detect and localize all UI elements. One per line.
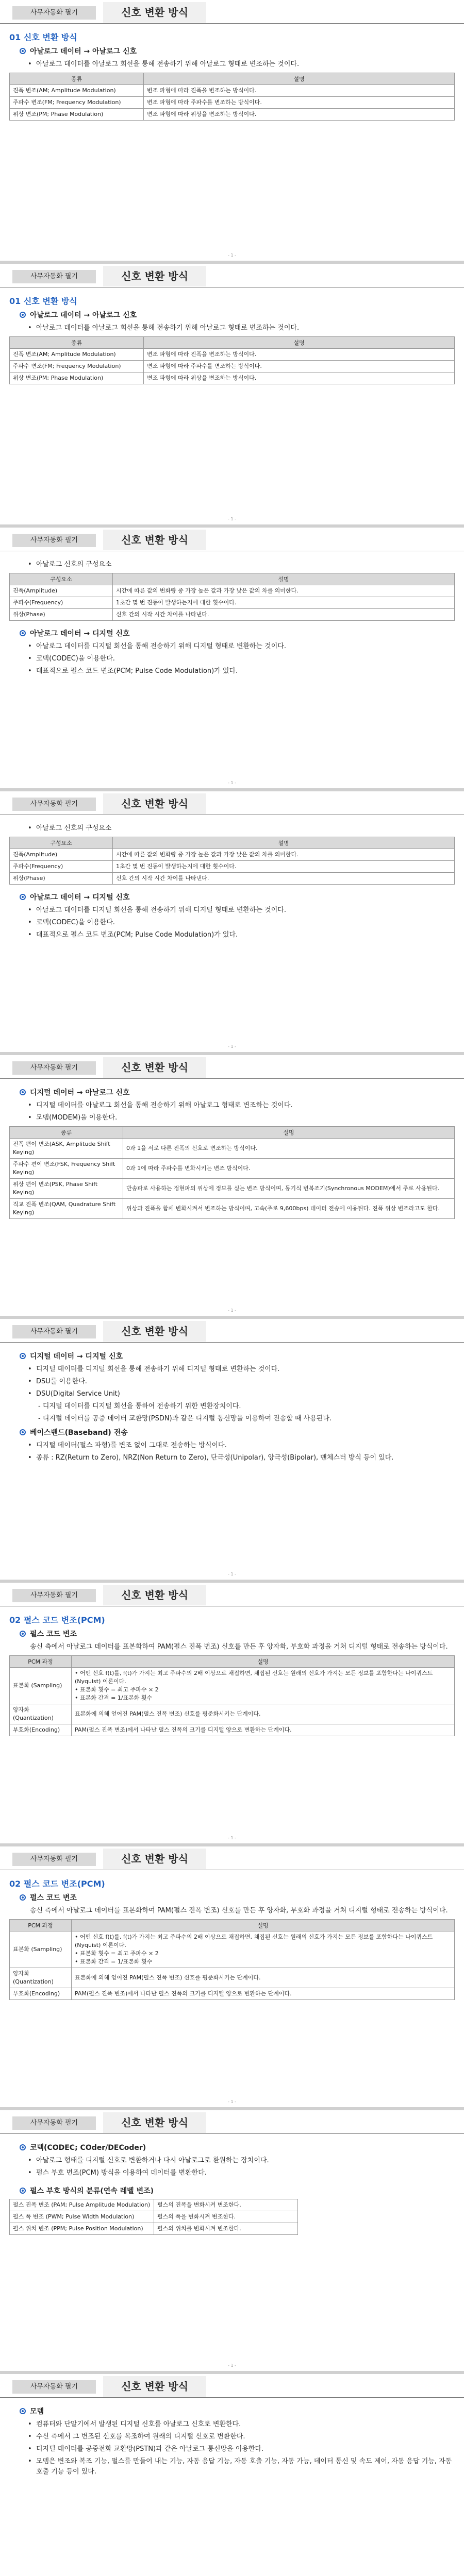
table-cell: 변조 파형에 따라 위상을 변조하는 방식이다.	[144, 372, 455, 384]
bullet-icon: •	[28, 1378, 32, 1385]
table-cell: 표본화에 의해 얻어진 PAM(펄스 진폭 변조) 신호를 평준화시키는 단계이다.	[72, 1968, 455, 1988]
target-icon	[20, 312, 26, 318]
bullet-text: 코덱(CODEC)을 이용한다.	[36, 655, 115, 663]
table-row	[10, 1988, 455, 2000]
bullet	[28, 2456, 455, 2477]
slide-7	[0, 1583, 464, 1846]
pulse-modulation-table	[9, 2199, 298, 2235]
table-row	[10, 1724, 455, 1736]
table-cell: 변조 파형에 따라 주파수를 변조하는 방식이다.	[144, 361, 455, 372]
bullet	[28, 930, 455, 940]
table-row	[10, 849, 455, 861]
table-cell: 1초간 몇 번 진동이 발생하는지에 대한 횟수이다.	[113, 597, 455, 609]
sub-bullet: - 디지털 데이터를 공중 데이터 교환망(PSDN)과 같은 디지털 통신망을 이용하여 전송할 때 사용된다.	[38, 1415, 332, 1422]
slide-header	[0, 264, 464, 287]
table-cell: 위상 편이 변조(PSK, Phase Shift Keying)	[10, 1179, 123, 1199]
header-label: 사무자동화 필기	[12, 1325, 96, 1338]
cell-line: • 표본화 간격 = 1/표본화 횟수	[75, 1694, 153, 1701]
table-row	[10, 372, 455, 384]
bullet-text: 디지털 데이터를 아날로그 회선을 통해 전송하기 위해 아날로그 형태로 변조하는 것이다.	[36, 1101, 293, 1109]
table-cell: 주파수 편이 변조(FSK, Frequency Shift Keying)	[10, 1159, 123, 1179]
table-cell: 펄스 위치 변조 (PPM; Pulse Position Modulation)	[10, 2223, 154, 2235]
bullet-icon: •	[28, 642, 32, 650]
slide-body	[0, 817, 464, 942]
table-cell: 부호화(Encoding)	[10, 1988, 72, 2000]
bullet-icon: •	[28, 1390, 32, 1398]
header-label: 사무자동화 필기	[12, 6, 96, 20]
header-title: 신호 변환 방식	[103, 530, 206, 550]
components-table	[9, 837, 455, 885]
table-cell: 위상 변조(PM; Phase Modulation)	[10, 372, 144, 384]
slide-body	[0, 2400, 464, 2479]
slide-5	[0, 1055, 464, 1319]
bullet	[28, 1113, 455, 1123]
page-number: - 1 -	[228, 781, 236, 785]
sub-heading	[20, 2185, 455, 2196]
bullet	[28, 323, 455, 333]
bullet	[28, 2156, 455, 2166]
target-icon	[20, 1631, 26, 1637]
table-cell: 시간에 따른 값의 변화량 중 가장 높은 값과 가장 낮은 값의 차를 의미한다.	[113, 849, 455, 861]
slide-body	[0, 1872, 464, 2003]
target-icon	[20, 1429, 26, 1435]
section-title: 01 신호 변환 방식	[9, 32, 77, 42]
header-label: 사무자동화 필기	[12, 2380, 96, 2394]
table-row	[10, 1968, 455, 1988]
table-cell: 펄스의 위치를 변화시켜 변조한다.	[154, 2223, 298, 2235]
sub-heading	[20, 310, 455, 320]
table-row	[10, 109, 455, 121]
table-cell: 주파수 변조(FM; Frequency Modulation)	[10, 361, 144, 372]
table-cell: 주파수(Frequency)	[10, 861, 113, 873]
slide-body	[0, 1608, 464, 1739]
table-row	[10, 2211, 298, 2223]
table-row	[10, 1159, 455, 1179]
table-row	[10, 1704, 455, 1724]
table-cell: PAM(펄스 진폭 변조)에서 나타난 펄스 진폭의 크기를 디지털 양으로 변환하는 단계이다.	[72, 1988, 455, 2000]
sub-heading-text: 코덱(CODEC; COder/DECoder)	[30, 2144, 146, 2152]
table-cell: 1초간 몇 번 진동이 발생하는지에 대한 횟수이다.	[113, 861, 455, 873]
bullet-icon: •	[28, 655, 32, 663]
bullet	[28, 1364, 455, 1375]
page-number: - 1 -	[228, 517, 236, 521]
bullet-icon: •	[28, 919, 32, 926]
modulation-table	[9, 336, 455, 384]
sub-heading	[20, 1892, 455, 1903]
bullet-text: 아날로그 형태를 디지털 신호로 변환하거나 다시 아날로그로 환원하는 장치이다.	[36, 2157, 269, 2164]
bullet-icon: •	[28, 931, 32, 939]
table-header: 설명	[72, 1920, 455, 1931]
bullet	[28, 2168, 455, 2178]
table-cell: 양자화 (Quantization)	[10, 1704, 72, 1724]
bullet-text: 수신 측에서 그 변조된 신호를 복조하여 원래의 디지털 신호로 변환한다.	[36, 2433, 245, 2441]
cell-line: • 어떤 신호 f(t)를, f(t)가 가지는 최고 주파수의 2배 이상으로 채집하면, 채집된 신호는 원래의 신호가 가지는 모든 정보를 포함한다는 나이퀴스트(Nyquist) 이론이다.	[75, 1934, 433, 1948]
slide-2	[0, 264, 464, 528]
table-cell	[72, 1668, 455, 1704]
table-cell: 주파수 변조(FM; Frequency Modulation)	[10, 97, 144, 109]
slide-header	[0, 791, 464, 815]
table-row	[10, 1139, 455, 1159]
sub-heading-text: 베이스밴드(Baseband) 전송	[30, 1429, 128, 1437]
header-label: 사무자동화 필기	[12, 1061, 96, 1075]
target-icon	[20, 2408, 26, 2414]
sub-heading	[20, 2142, 455, 2153]
slide-header	[0, 1055, 464, 1079]
table-header: 설명	[113, 837, 455, 849]
bullet-text: DSU를 이용한다.	[36, 1378, 87, 1385]
table-cell: 표본화 (Sampling)	[10, 1668, 72, 1704]
bullet-icon: •	[28, 1114, 32, 1122]
header-label: 사무자동화 필기	[12, 798, 96, 811]
header-title: 신호 변환 방식	[103, 266, 206, 286]
bullet-text: 코덱(CODEC)을 이용한다.	[36, 919, 115, 926]
slide-header	[0, 1319, 464, 1343]
header-title: 신호 변환 방식	[103, 793, 206, 814]
pcm-table	[9, 1655, 455, 1736]
table-cell: 진폭 변조(AM; Amplitude Modulation)	[10, 349, 144, 361]
table-row	[10, 585, 455, 597]
table-row	[10, 873, 455, 885]
bullet-icon: •	[28, 2445, 32, 2453]
table-header: 구성요소	[10, 573, 113, 585]
sub-heading-text: 디지털 데이터 → 디지털 신호	[30, 1352, 123, 1361]
bullet-text: 모뎀은 변조와 복조 기능, 펄스를 만들어 내는 기능, 자동 응답 기능, 자동 호출 기능, 자동 가능, 데이터 통신 및 속도 제어, 자동 응답 기능, 자동 호출 기능 등이 있다.	[36, 2458, 452, 2476]
slide-8	[0, 1846, 464, 2110]
slide-body	[0, 26, 464, 124]
pcm-table	[9, 1919, 455, 2000]
bullet	[28, 1377, 455, 1387]
sub-heading	[20, 628, 455, 638]
table-cell: 펄스의 폭을 변화시켜 변조한다.	[154, 2211, 298, 2223]
bullet-text: 대표적으로 펄스 코드 변조(PCM; Pulse Code Modulation)가 있다.	[36, 667, 238, 675]
header-title: 신호 변환 방식	[103, 1585, 206, 1605]
sub-heading-text: 디지털 데이터 → 아날로그 신호	[30, 1089, 130, 1097]
table-header: PCM 과정	[10, 1920, 72, 1931]
table-row	[10, 85, 455, 97]
section-title: 01 신호 변환 방식	[9, 296, 77, 306]
slide-body	[0, 553, 464, 679]
bullet	[28, 654, 455, 664]
bullet	[28, 905, 455, 916]
table-cell	[72, 1931, 455, 1968]
page-number: - 1 -	[228, 1836, 236, 1840]
bullet	[28, 641, 455, 652]
cell-line: • 표본화 횟수 = 최고 주파수 × 2	[75, 1950, 159, 1957]
target-icon	[20, 2188, 26, 2194]
table-cell: 펄스 진폭 변조 (PAM; Pulse Amplitude Modulation)	[10, 2199, 154, 2211]
target-icon	[20, 1353, 26, 1359]
bullet-icon: •	[28, 2157, 32, 2164]
slide-body	[0, 2136, 464, 2238]
page-number: - 1 -	[228, 1308, 236, 1313]
sub-bullet: - 디지털 데이터를 디지털 회선을 통하여 전송하기 위한 변환장치이다.	[38, 1402, 241, 1410]
sub-heading-text: 펄스 부호 방식의 분류(연속 레벨 변조)	[30, 2187, 154, 2195]
bullet-text: 아날로그 신호의 구성요소	[36, 824, 112, 832]
table-row	[10, 1931, 455, 1968]
table-cell: PAM(펄스 진폭 변조)에서 나타난 펄스 진폭의 크기를 디지털 양으로 변환하는 단계이다.	[72, 1724, 455, 1736]
bullet-icon: •	[28, 2420, 32, 2428]
bullet	[28, 1389, 455, 1399]
table-cell: 위상(Phase)	[10, 609, 113, 621]
bullet	[28, 1100, 455, 1111]
bullet-icon: •	[28, 1101, 32, 1109]
page-number: - 1 -	[228, 1044, 236, 1049]
bullet-icon: •	[28, 561, 32, 568]
slide-9	[0, 2110, 464, 2374]
header-title: 신호 변환 방식	[103, 2376, 206, 2397]
modulation-table	[9, 73, 455, 121]
sub-heading-text: 아날로그 데이터 → 디지털 신호	[30, 893, 130, 902]
table-cell: 변조 파형에 따라 진폭을 변조하는 방식이다.	[144, 85, 455, 97]
page-number: - 1 -	[228, 253, 236, 258]
bullet	[28, 918, 455, 928]
table-cell: 표본화 (Sampling)	[10, 1931, 72, 1968]
bullet-icon: •	[28, 667, 32, 675]
table-cell: 펄스의 진폭을 변화시켜 변조한다.	[154, 2199, 298, 2211]
table-row	[10, 361, 455, 372]
header-title: 신호 변환 방식	[103, 1321, 206, 1342]
slide-header	[0, 2110, 464, 2134]
target-icon	[20, 1089, 26, 1095]
bullet-icon: •	[28, 1454, 32, 1462]
page-number: - 1 -	[228, 2099, 236, 2104]
bullet-text: 디지털 데이터를 디지털 회선을 통해 전송하기 위해 디지털 형태로 변환하는 것이다.	[36, 1365, 280, 1373]
bullet	[28, 1440, 455, 1451]
bullet	[28, 823, 455, 834]
bullet-icon: •	[28, 906, 32, 914]
section-title: 02 펄스 코드 변조(PCM)	[9, 1879, 105, 1889]
table-row	[10, 2223, 298, 2235]
slide-3	[0, 528, 464, 791]
table-header: 설명	[144, 337, 455, 349]
target-icon	[20, 894, 26, 900]
bullet-text: 모뎀(MODEM)을 이용한다.	[36, 1114, 118, 1122]
bullet-text: 아날로그 데이터를 디지털 회선을 통해 전송하기 위해 디지털 형태로 변환하는 것이다.	[36, 906, 286, 914]
table-cell: 양자화 (Quantization)	[10, 1968, 72, 1988]
table-header: 구성요소	[10, 837, 113, 849]
bullet	[28, 59, 455, 70]
table-cell: 0과 1을 서로 다른 진폭의 신호로 변조하는 방식이다.	[123, 1139, 455, 1159]
bullet-text: 아날로그 데이터를 디지털 회선을 통해 전송하기 위해 디지털 형태로 변환하는 것이다.	[36, 642, 286, 650]
bullet-text: 디지털 데이터(펄스 파형)를 변조 없이 그대로 전송하는 방식이다.	[36, 1442, 227, 1449]
header-title: 신호 변환 방식	[103, 2, 206, 23]
header-title: 신호 변환 방식	[103, 2112, 206, 2133]
table-row	[10, 97, 455, 109]
header-label: 사무자동화 필기	[12, 270, 96, 283]
bullet-icon: •	[28, 2458, 32, 2465]
table-row	[10, 349, 455, 361]
sub-heading-text: 아날로그 데이터 → 아날로그 신호	[30, 311, 137, 319]
slide-6	[0, 1319, 464, 1583]
table-cell: 표본화에 의해 얻어진 PAM(펄스 진폭 변조) 신호를 평준화시키는 단계이다.	[72, 1704, 455, 1724]
table-cell: 반송파로 사용하는 정현파의 위상에 정보를 싣는 변조 방식이며, 동기식 변복조기(Synchronous MODEM)에서 주로 사용된다.	[123, 1179, 455, 1199]
bullet	[28, 666, 455, 676]
slide-header	[0, 1583, 464, 1606]
table-cell: 변조 파형에 따라 주파수를 변조하는 방식이다.	[144, 97, 455, 109]
table-row	[10, 609, 455, 621]
table-header: 설명	[113, 573, 455, 585]
slide-10	[0, 2374, 464, 2576]
table-header: 종류	[10, 1127, 123, 1139]
slide-header	[0, 2374, 464, 2398]
table-cell: 펄스 폭 변조 (PWM; Pulse Width Modulation)	[10, 2211, 154, 2223]
table-cell: 위상 변조(PM; Phase Modulation)	[10, 109, 144, 121]
section-title: 02 펄스 코드 변조(PCM)	[9, 1615, 105, 1625]
sub-heading-text: 모뎀	[30, 2408, 44, 2416]
bullet-icon: •	[28, 1442, 32, 1449]
slide-header	[0, 0, 464, 24]
cell-line: • 어떤 신호 f(t)를, f(t)가 가지는 최고 주파수의 2배 이상으로 채집하면, 채집된 신호는 원래의 신호가 가지는 모든 정보를 포함한다는 나이퀴스트(Nyquist) 이론이다.	[75, 1670, 433, 1685]
bullet-text: 종류 : RZ(Return to Zero), NRZ(Non Return to Zero), 단극성(Unipolar), 양극성(Bipolar), 맨체스터 방식 등이 있다.	[36, 1454, 394, 1462]
bullet	[28, 2444, 455, 2454]
table-cell: 신호 간의 시작 시간 차이를 나타낸다.	[113, 609, 455, 621]
page-number: - 1 -	[228, 1572, 236, 1577]
cell-line: • 표본화 횟수 = 최고 주파수 × 2	[75, 1686, 159, 1693]
sub-heading-text: 펄스 코드 변조	[30, 1630, 77, 1638]
bullet	[28, 2419, 455, 2430]
sub-heading	[20, 46, 455, 56]
slide-body	[0, 290, 464, 387]
table-cell: 진폭(Amplitude)	[10, 585, 113, 597]
table-cell: 직교 진폭 변조(QAM, Quadrature Shift Keying)	[10, 1199, 123, 1219]
paragraph: 송신 측에서 아날로그 데이터를 표본화하여 PAM(펄스 진폭 변조) 신호를 만든 후 양자화, 부호화 과정을 거쳐 디지털 형태로 전송하는 방식이다.	[30, 1643, 448, 1651]
sub-heading	[20, 1629, 455, 1639]
table-cell: 진폭(Amplitude)	[10, 849, 113, 861]
bullet-icon: •	[28, 2433, 32, 2441]
header-title: 신호 변환 방식	[103, 1849, 206, 1869]
cell-line: • 표본화 간격 = 1/표본화 횟수	[75, 1958, 153, 1965]
bullet	[28, 2432, 455, 2442]
keying-table	[9, 1126, 455, 1219]
table-header: 설명	[144, 73, 455, 85]
table-row	[10, 1199, 455, 1219]
bullet-text: 디지털 데이터를 공중전화 교환망(PSTN)과 같은 아날로그 통신망을 이용한다.	[36, 2445, 264, 2453]
sub-heading-text: 아날로그 데이터 → 디지털 신호	[30, 630, 130, 638]
table-cell: 시간에 따른 값의 변화량 중 가장 높은 값과 가장 낮은 값의 차를 의미한다.	[113, 585, 455, 597]
bullet	[28, 560, 455, 570]
table-cell: 신호 간의 시작 시간 차이를 나타낸다.	[113, 873, 455, 885]
header-label: 사무자동화 필기	[12, 534, 96, 547]
table-header: 종류	[10, 73, 144, 85]
sub-heading	[20, 2406, 455, 2416]
slide-1	[0, 0, 464, 264]
table-cell: 변조 파형에 따라 진폭을 변조하는 방식이다.	[144, 349, 455, 361]
target-icon	[20, 2144, 26, 2150]
table-row	[10, 1179, 455, 1199]
header-label: 사무자동화 필기	[12, 1589, 96, 1602]
bullet-icon: •	[28, 324, 32, 332]
table-header: PCM 과정	[10, 1656, 72, 1668]
bullet-text: 아날로그 데이터를 아날로그 회선을 통해 전송하기 위해 아날로그 형태로 변조하는 것이다.	[36, 324, 300, 332]
bullet-text: 펄스 부호 변조(PCM) 방식을 이용하여 데이터를 변환한다.	[36, 2169, 207, 2177]
paragraph: 송신 측에서 아날로그 데이터를 표본화하여 PAM(펄스 진폭 변조) 신호를 만든 후 양자화, 부호화 과정을 거쳐 디지털 형태로 전송하는 방식이다.	[30, 1907, 448, 1914]
sub-heading	[20, 1351, 455, 1361]
target-icon	[20, 48, 26, 54]
table-cell: 부호화(Encoding)	[10, 1724, 72, 1736]
table-cell: 주파수(Frequency)	[10, 597, 113, 609]
table-row	[10, 861, 455, 873]
table-header: 종류	[10, 337, 144, 349]
target-icon	[20, 1894, 26, 1901]
sub-heading-text: 펄스 코드 변조	[30, 1894, 77, 1902]
table-cell: 위상과 진폭을 함께 변화시켜서 변조하는 방식이며, 고속(주로 9,600bps) 데이터 전송에 이용된다. 진폭 위상 변조라고도 한다.	[123, 1199, 455, 1219]
table-cell: 진폭 변조(AM; Amplitude Modulation)	[10, 85, 144, 97]
bullet-text: 아날로그 데이터를 아날로그 회선을 통해 전송하기 위해 아날로그 형태로 변조하는 것이다.	[36, 60, 300, 68]
bullet	[28, 1453, 455, 1463]
bullet-text: DSU(Digital Service Unit)	[36, 1390, 120, 1398]
slide-4	[0, 791, 464, 1055]
bullet-icon: •	[28, 1365, 32, 1373]
table-row	[10, 597, 455, 609]
table-row	[10, 2199, 298, 2211]
slide-header	[0, 1846, 464, 1870]
sub-heading	[20, 1427, 455, 1437]
slide-body	[0, 1345, 464, 1465]
slide-body	[0, 1081, 464, 1222]
table-cell: 위상(Phase)	[10, 873, 113, 885]
bullet-icon: •	[28, 2169, 32, 2177]
table-cell: 0과 1에 따라 주파수를 변화시키는 변조 방식이다.	[123, 1159, 455, 1179]
table-header: 설명	[72, 1656, 455, 1668]
header-label: 사무자동화 필기	[12, 1853, 96, 1866]
table-header: 설명	[123, 1127, 455, 1139]
target-icon	[20, 630, 26, 636]
bullet-text: 컴퓨터와 단말기에서 발생된 디지털 신호를 아날로그 신호로 변환한다.	[36, 2420, 241, 2428]
sub-heading	[20, 892, 455, 902]
table-row	[10, 1668, 455, 1704]
table-cell: 진폭 편이 변조(ASK, Amplitude Shift Keying)	[10, 1139, 123, 1159]
sub-heading-text: 아날로그 데이터 → 아날로그 신호	[30, 47, 137, 56]
bullet-text: 아날로그 신호의 구성요소	[36, 561, 112, 568]
bullet-icon: •	[28, 824, 32, 832]
page-number: - 1 -	[228, 2363, 236, 2368]
slide-header	[0, 528, 464, 551]
header-label: 사무자동화 필기	[12, 2116, 96, 2130]
sub-heading	[20, 1087, 455, 1097]
bullet-icon: •	[28, 60, 32, 68]
table-cell: 변조 파형에 따라 위상을 변조하는 방식이다.	[144, 109, 455, 121]
bullet-text: 대표적으로 펄스 코드 변조(PCM; Pulse Code Modulation)가 있다.	[36, 931, 238, 939]
header-title: 신호 변환 방식	[103, 1057, 206, 1078]
components-table	[9, 573, 455, 621]
